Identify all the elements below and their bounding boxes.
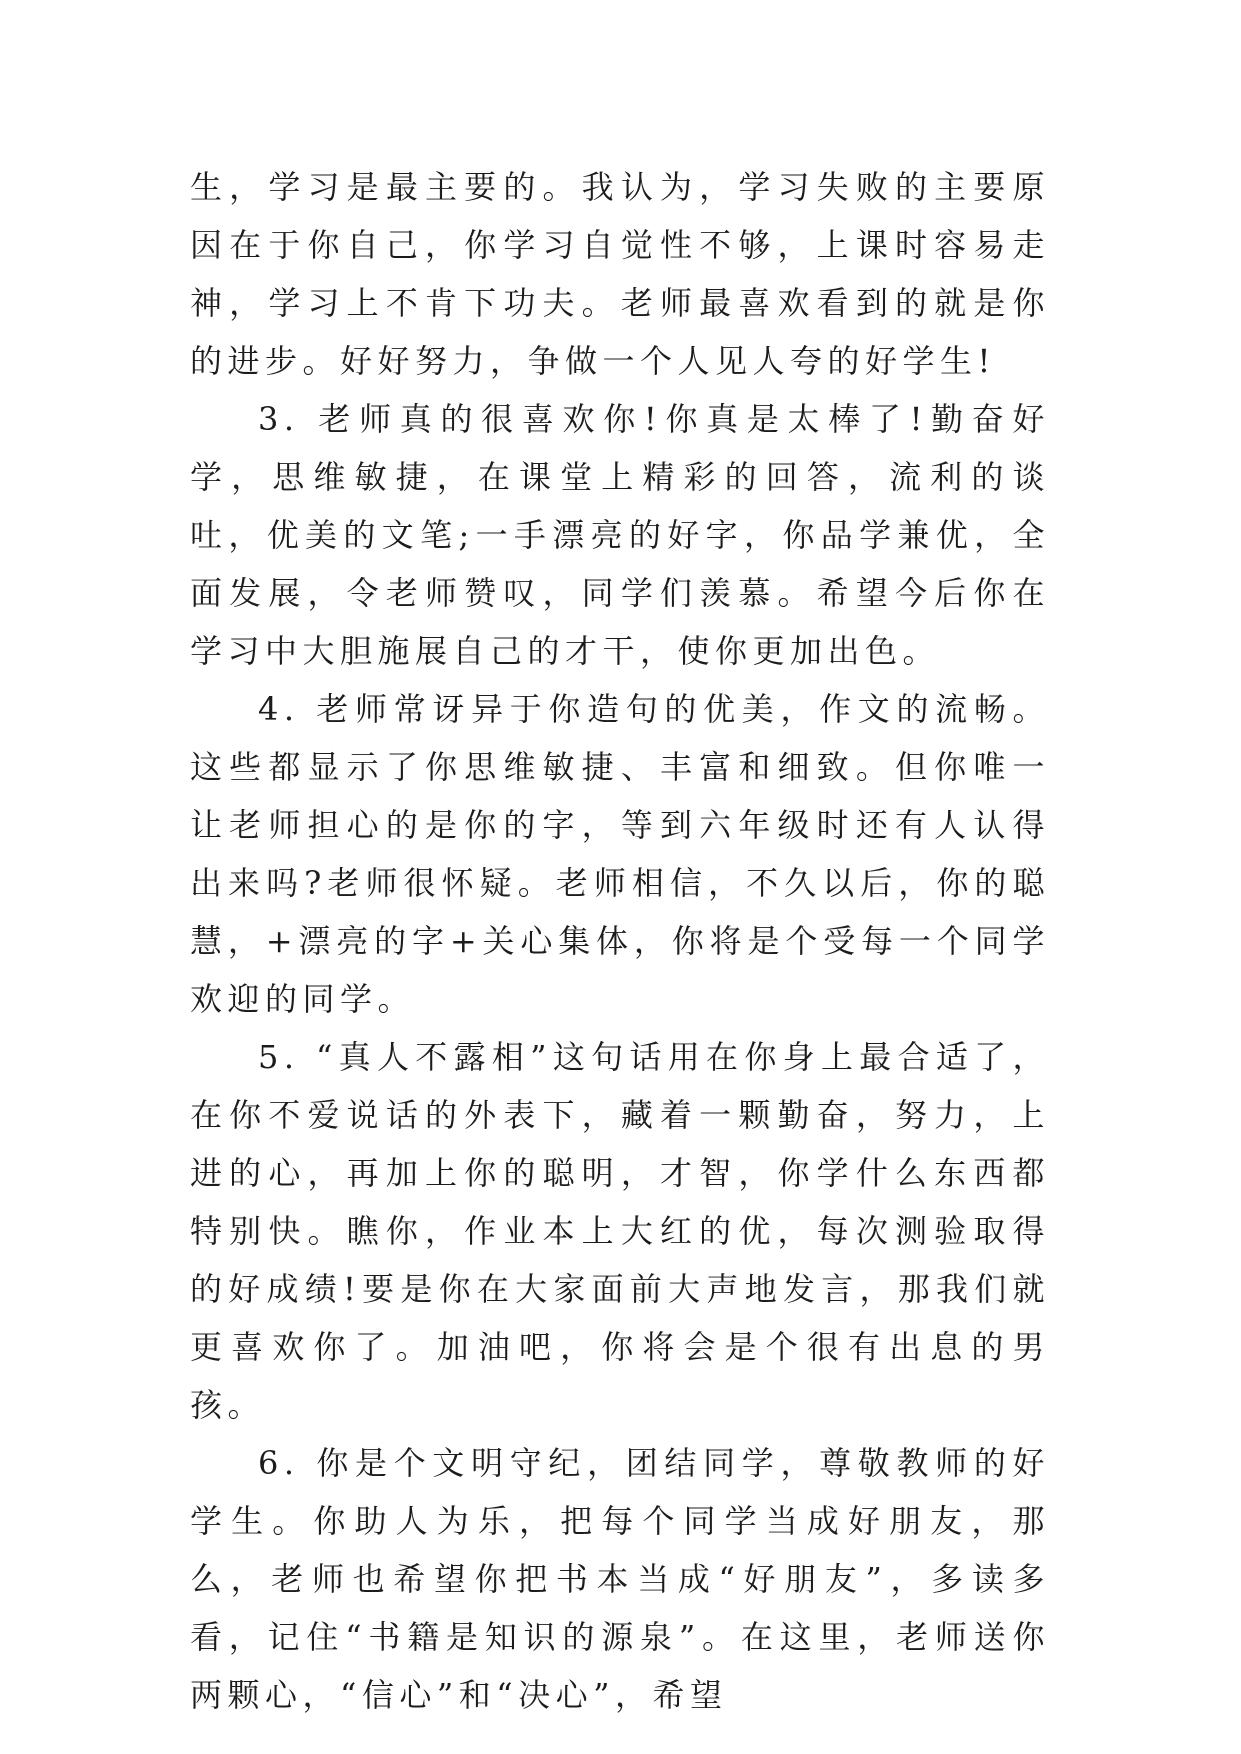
paragraph-item-5: 5. “真人不露相”这句话用在你身上最合适了，在你不爱说话的外表下，藏着一颗勤奋，努力，上进的心，再加上你的聪明，才智，你学什么东西都特别快。瞧你，作业本上大红的优，每次测验取得的好成绩!要是你在大家面前大声地发言，那我们就更喜欢你了。加油吧，你将会是个很有出息的男孩。 bbox=[190, 1038, 1050, 1424]
paragraph-item-3: 3. 老师真的很喜欢你!你真是太棒了!勤奋好学，思维敏捷，在课堂上精彩的回答，流利的谈吐，优美的文笔;一手漂亮的好字，你品学兼优，全面发展，令老师赞叹，同学们羡慕。希望今后你在学习中大胆施展自己的才干，使你更加出色。 bbox=[190, 400, 1050, 670]
paragraph-item-4: 4. 老师常讶异于你造句的优美，作文的流畅。这些都显示了你思维敏捷、丰富和细致。但你唯一让老师担心的是你的字，等到六年级时还有人认得出来吗?老师很怀疑。老师相信，不久以后，你的聪慧，+漂亮的字+关心集体，你将是个受每一个同学欢迎的同学。 bbox=[190, 690, 1050, 1018]
paragraph-item-6: 6. 你是个文明守纪，团结同学，尊敬教师的好学生。你助人为乐，把每个同学当成好朋友，那么，老师也希望你把书本当成“好朋友”，多读多看，记住“书籍是知识的源泉”。在这里，老师送你两颗心，“信心”和“决心”，希望 bbox=[190, 1444, 1050, 1714]
paragraph-continued: 生，学习是最主要的。我认为，学习失败的主要原因在于你自己，你学习自觉性不够，上课时容易走神，学习上不肯下功夫。老师最喜欢看到的就是你的进步。好好努力，争做一个人见人夸的好学生! bbox=[190, 168, 1050, 380]
document-body bbox=[190, 158, 1050, 1724]
